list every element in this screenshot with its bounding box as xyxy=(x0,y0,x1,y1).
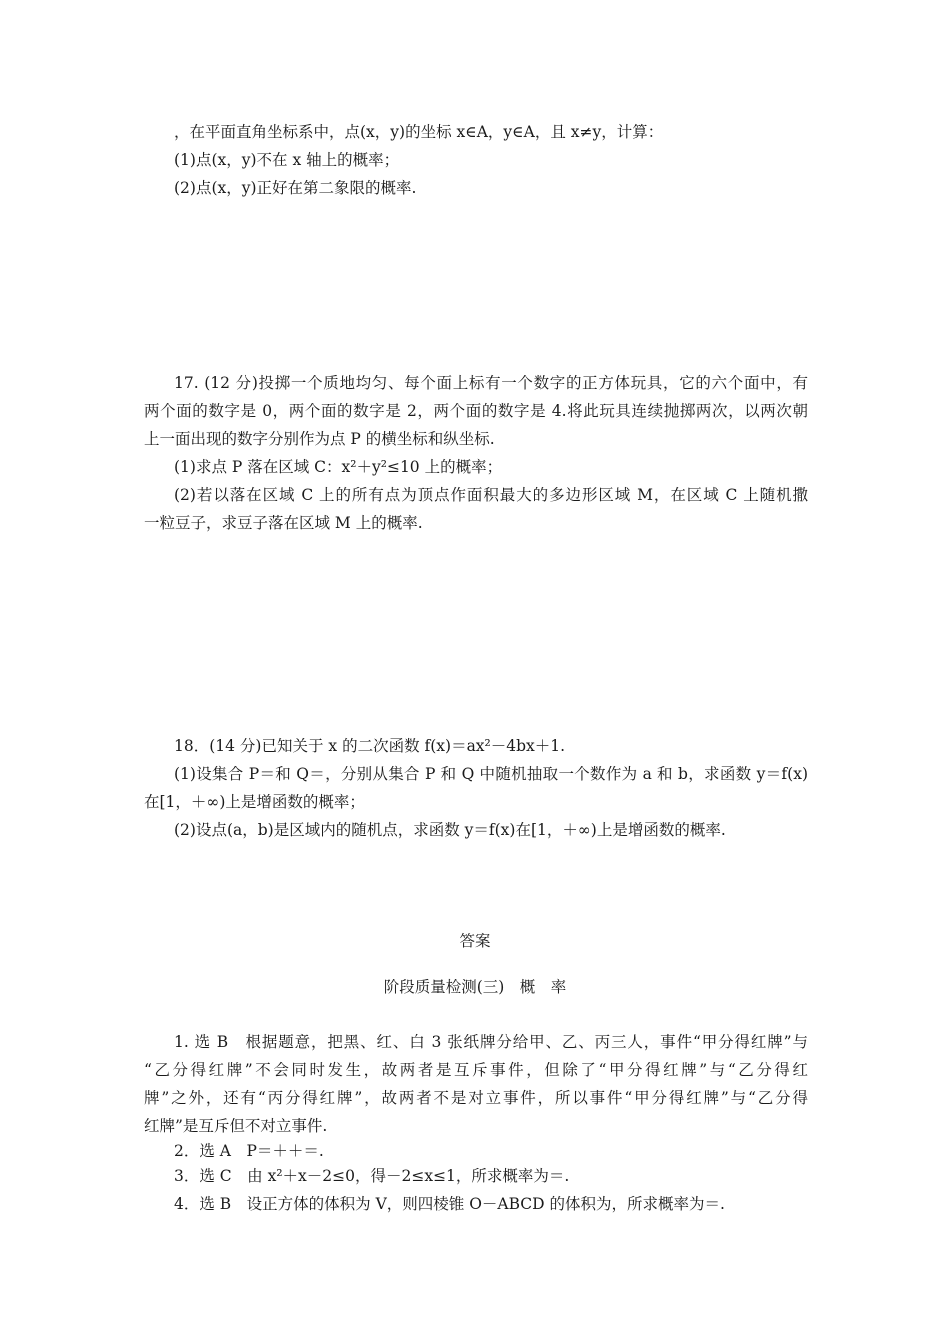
q16-intro: ，在平面直角坐标系中，点(x，y)的坐标 x∈A，y∈A，且 x≠y，计算： xyxy=(174,123,664,141)
q18-part1-line2: 在[1，＋∞)上是增函数的概率； xyxy=(144,793,365,811)
q17-line3: 上一面出现的数字分别作为点 P 的横坐标和纵坐标. xyxy=(144,430,495,448)
answer4: 4．选 B 设正方体的体积为 V，则四棱锥 O－ABCD 的体积为，所求概率为＝. xyxy=(174,1195,725,1213)
q18-line1: 18．(14 分)已知关于 x 的二次函数 f(x)＝ax²－4bx＋1. xyxy=(174,737,566,755)
answer3: 3．选 C 由 x²＋x－2≤0，得－2≤x≤1，所求概率为＝. xyxy=(174,1167,570,1185)
q17-line2: 两个面的数字是 0，两个面的数字是 2，两个面的数字是 4.将此玩具连续抛掷两次，以两次朝 xyxy=(144,402,808,420)
q18-part1-line1: (1)设集合 P＝和 Q＝，分别从集合 P 和 Q 中随机抽取一个数作为 a 和 b，求函数 y＝f(x) xyxy=(174,765,808,783)
q17-part1: (1)求点 P 落在区域 C：x²＋y²≤10 上的概率； xyxy=(174,458,503,476)
q17-part2-line1: (2)若以落在区域 C 上的所有点为顶点作面积最大的多边形区域 M，在区域 C 上随机撒 xyxy=(174,486,808,504)
answer1-line1: 1. 选 B 根据题意，把黑、红、白 3 张纸牌分给甲、乙、丙三人，事件“甲分得红牌”与 xyxy=(174,1033,808,1051)
q16-part2: (2)点(x，y)正好在第二象限的概率. xyxy=(174,179,417,197)
q16-part1: (1)点(x，y)不在 x 轴上的概率； xyxy=(174,151,400,169)
answers-heading: 答案 xyxy=(459,932,491,950)
q17-part2-line2: 一粒豆子，求豆子落在区域 M 上的概率. xyxy=(144,514,423,532)
q17-line1: 17. (12 分)投掷一个质地均匀、每个面上标有一个数字的正方体玩具，它的六个面中，有 xyxy=(174,374,808,392)
q18-part2: (2)设点(a，b)是区域内的随机点，求函数 y＝f(x)在[1，＋∞)上是增函数的概率. xyxy=(174,821,726,839)
answer1-line4: 红牌”是互斥但不对立事件. xyxy=(144,1117,328,1135)
answer1-line2: “乙分得红牌”不会同时发生，故两者是互斥事件，但除了“甲分得红牌”与“乙分得红 xyxy=(144,1061,808,1079)
answer1-line3: 牌”之外，还有“丙分得红牌”，故两者不是对立事件，所以事件“甲分得红牌”与“乙分得 xyxy=(144,1089,808,1107)
answers-subheading: 阶段质量检测(三) 概 率 xyxy=(383,978,567,996)
answer2: 2．选 A P＝＋＋＝. xyxy=(174,1142,324,1160)
